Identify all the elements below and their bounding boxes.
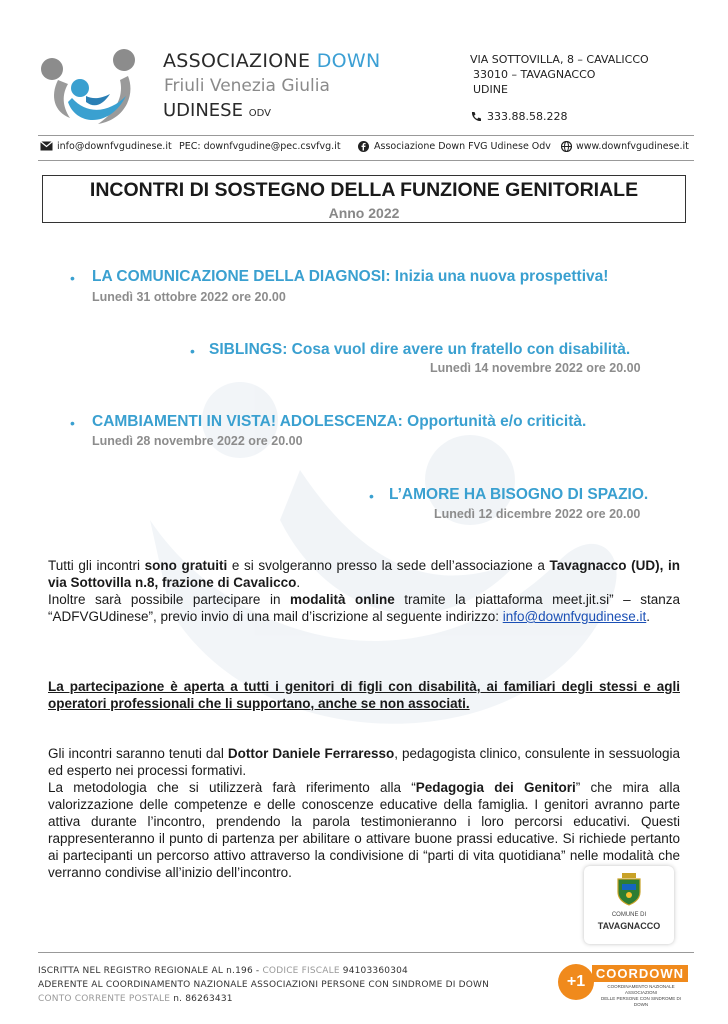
comune-label: COMUNE DI bbox=[611, 912, 647, 918]
contact-divider bbox=[38, 160, 694, 161]
bullet-icon: • bbox=[70, 270, 75, 286]
header-divider bbox=[38, 135, 694, 136]
comune-name: TAVAGNACCO bbox=[597, 921, 661, 931]
bullet-icon: • bbox=[70, 415, 75, 431]
crest-icon bbox=[614, 872, 644, 906]
address-line1: VIA SOTTOVILLA, 8 – CAVALICCO bbox=[470, 53, 649, 66]
registry-line: ISCRITTA NEL REGISTRO REGIONALE AL n.196 - CODICE FISCALE 94103360304 bbox=[38, 966, 408, 976]
globe-icon bbox=[561, 141, 572, 155]
event-date: Lunedì 31 ottobre 2022 ore 20.00 bbox=[92, 290, 286, 304]
coordown-logo bbox=[558, 962, 688, 1007]
phone-number: 333.88.58.228 bbox=[487, 110, 568, 123]
online-paragraph: Inoltre sarà possibile partecipare in modalità online tramite la piattaforma meet.jit.si” – stanza “ADFVGUdinese”, previo invio di una mail d’iscrizione al seguente indirizzo: info@downfvgudinese.it. bbox=[48, 592, 680, 624]
page-subtitle: Anno 2022 bbox=[328, 205, 400, 221]
postal-account-line: CONTO CORRENTE POSTALE n. 86263431 bbox=[38, 994, 233, 1004]
event-title: L’AMORE HA BISOGNO DI SPAZIO. bbox=[389, 486, 649, 503]
speaker-paragraph: Gli incontri saranno tenuti dal Dottor Daniele Ferraresso, pedagogista clinico, consulente in sessuologia ed esperto nei processi formativi. bbox=[48, 746, 680, 778]
email-link[interactable]: info@downfvgudinese.it bbox=[502, 609, 647, 624]
association-logo bbox=[40, 46, 140, 130]
email-link[interactable]: info@downfvgudinese.it bbox=[57, 141, 172, 152]
comune-badge bbox=[584, 866, 674, 944]
event-title: SIBLINGS: Cosa vuol dire avere un fratello con disabilità. bbox=[209, 341, 631, 358]
coordination-line: ADERENTE AL COORDINAMENTO NAZIONALE ASSOCIAZIONI PERSONE CON SINDROME DI DOWN bbox=[38, 980, 490, 990]
bullet-icon: • bbox=[369, 488, 374, 504]
event-date: Lunedì 14 novembre 2022 ore 20.00 bbox=[430, 361, 641, 375]
event-date: Lunedì 28 novembre 2022 ore 20.00 bbox=[92, 434, 303, 448]
bullet-icon: • bbox=[190, 343, 195, 359]
mail-icon bbox=[40, 141, 53, 154]
event-title: CAMBIAMENTI IN VISTA! ADOLESCENZA: Opportunità e/o criticità. bbox=[92, 413, 587, 430]
participation-notice: La partecipazione è aperta a tutti i genitori di figli con disabilità, ai familiari degli stessi e agli operatori professionali che li supportano, anche se non associati. bbox=[48, 679, 680, 711]
org-region: Friuli Venezia Giulia bbox=[164, 76, 330, 96]
facebook-link[interactable]: Associazione Down FVG Udinese Odv bbox=[374, 141, 551, 152]
footer-divider bbox=[38, 952, 694, 953]
website-link[interactable]: www.downfvgudinese.it bbox=[576, 141, 689, 152]
event-date: Lunedì 12 dicembre 2022 ore 20.00 bbox=[434, 507, 641, 521]
org-city: UDINESE ODV bbox=[163, 100, 271, 121]
address-line3: UDINE bbox=[473, 83, 508, 96]
method-paragraph: La metodologia che si utilizzerà farà riferimento alla “Pedagogia dei Genitori” che mira alla valorizzazione delle competenze e delle conoscenze educative della famiglia. I genitori avranno parte attiva durante l’incontro, prendendo la parola testimonieranno i loro percorsi educativi. Questi rappresenteranno il punto di partenza per abilitare o attivare buone prassi educative. Si richiede pertanto ai partecipanti un percorso attivo attraverso la condivisione di “parti di vita quotidiana” nelle modalità che verranno condivise all’inizio dell’incontro. bbox=[48, 780, 680, 880]
coordown-subtitle: COORDINAMENTO NAZIONALE ASSOCIAZIONI DELLE PERSONE CON SINDROME DI DOWN bbox=[600, 984, 681, 1007]
page-title: INCONTRI DI SOSTEGNO DELLA FUNZIONE GENITORIALE bbox=[89, 179, 639, 201]
event-title: LA COMUNICAZIONE DELLA DIAGNOSI: Inizia una nuova prospettiva! bbox=[92, 268, 609, 285]
coordown-name: COORDOWN bbox=[592, 965, 688, 982]
org-name: ASSOCIAZIONE DOWN bbox=[163, 50, 381, 72]
facebook-icon bbox=[358, 141, 369, 155]
pec-text: PEC: downfvgudine@pec.csvfvg.it bbox=[179, 141, 341, 152]
phone-icon bbox=[470, 110, 482, 128]
coordown-mark: +1 bbox=[558, 964, 594, 1000]
address-line2: 33010 – TAVAGNACCO bbox=[473, 68, 596, 81]
venue-paragraph: Tutti gli incontri sono gratuiti e si svolgeranno presso la sede dell’associazione a Tavagnacco (UD), in via Sottovilla n.8, frazione di Cavalicco. bbox=[48, 558, 681, 590]
